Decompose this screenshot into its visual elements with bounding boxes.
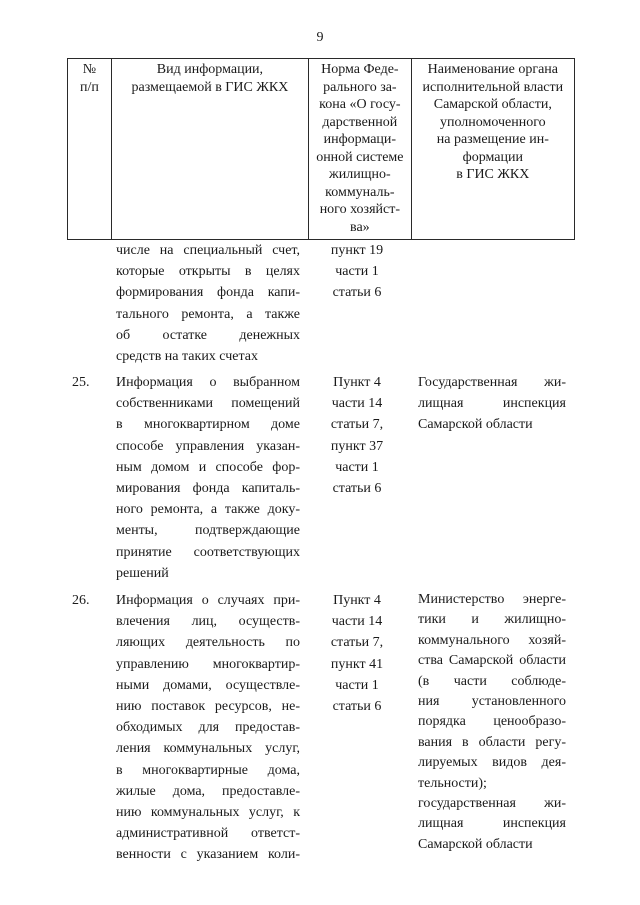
info-line: нию коммунальных услуг, к xyxy=(116,805,300,821)
header-info xyxy=(112,59,309,239)
info-line: нию поставок ресурсов, не- xyxy=(116,699,300,715)
norm-line: части 1 xyxy=(335,459,379,475)
info-line: ными домами, осуществле- xyxy=(116,677,300,693)
info-line: об остатке денежных xyxy=(116,327,300,343)
info-line: принятие соответствующих xyxy=(116,544,300,560)
info-line: обходимых для предостав- xyxy=(116,720,300,736)
org-line: тельности); xyxy=(418,775,487,791)
info-line: ляющих деятельность по xyxy=(116,635,300,651)
org-line: порядка ценообразо- xyxy=(418,714,566,730)
norm-line: части 1 xyxy=(335,677,379,693)
page-number: 9 xyxy=(316,30,324,45)
org-line: лищная инспекция xyxy=(418,816,566,832)
header-org-line: на размещение ин- xyxy=(436,132,549,147)
header-norm-line: дарственной xyxy=(322,114,398,130)
info-line: влечения лиц, осуществ- xyxy=(116,614,300,630)
header-norm-line: коммуналь- xyxy=(325,184,395,200)
org-line: ства Самарской области xyxy=(418,653,566,669)
info-line: тального ремонта, а также xyxy=(116,306,300,322)
header-num-line: п/п xyxy=(79,79,99,95)
info-line: способе управления указан- xyxy=(116,438,300,454)
row-number: 26. xyxy=(72,593,90,608)
info-line: Информация о случаях при- xyxy=(116,593,300,608)
header-org-line: Наименование органа xyxy=(427,62,559,77)
org-line: Самарской области xyxy=(418,836,533,852)
info-line: решений xyxy=(116,565,169,581)
org-line: Министерство энерге- xyxy=(418,592,566,607)
norm-line: пункт 41 xyxy=(330,656,384,672)
norm-line: пункт 19 xyxy=(330,243,384,258)
info-line: менты, подтверждающие xyxy=(116,523,300,539)
row-org xyxy=(418,372,566,436)
header-org-line: уполномоченного xyxy=(439,114,546,130)
header-org-line: исполнительной власти xyxy=(422,79,564,95)
header-info-line: Вид информации, xyxy=(156,62,264,77)
info-line: собственниками помещений xyxy=(116,396,300,412)
row-norm xyxy=(310,372,404,499)
norm-line: статьи 6 xyxy=(332,481,382,497)
norm-line: части 1 xyxy=(335,264,379,280)
info-line: числе на специальный счет, xyxy=(116,243,300,258)
info-line: ным домом и способе фор- xyxy=(116,459,300,475)
header-num-line: № xyxy=(82,62,97,77)
info-line: которые открыты в целях xyxy=(116,264,300,280)
header-norm-line: ного хозяйст- xyxy=(319,202,400,217)
row-info xyxy=(116,372,300,584)
header-norm-line: Норма Феде- xyxy=(321,62,399,77)
info-line: ного ремонта, а также доку- xyxy=(116,502,300,518)
header-norm-line: ва» xyxy=(350,219,370,235)
header-norm-line: кона «О госу- xyxy=(319,97,401,112)
info-line: формирования фонда капи- xyxy=(116,285,300,301)
row-number: 25. xyxy=(72,375,90,390)
norm-line: статьи 6 xyxy=(332,285,382,301)
org-line: тики и жилищно- xyxy=(418,612,566,628)
continued-norm xyxy=(310,240,404,304)
row-norm xyxy=(310,590,404,717)
info-line: ления коммунальных услуг, xyxy=(116,741,300,757)
org-line: ния установленного xyxy=(418,694,566,710)
header-norm-line: онной системе xyxy=(316,149,404,165)
info-line: средств на таких счетах xyxy=(116,349,259,365)
org-line: (в части соблюде- xyxy=(418,673,566,689)
header-norm-line: рального за- xyxy=(323,79,397,95)
info-line: венности с указанием коли- xyxy=(116,847,300,863)
header-org-line: в ГИС ЖКХ xyxy=(456,167,530,182)
info-line: в многоквартирном доме xyxy=(116,417,300,433)
header-norm-line: информаци- xyxy=(323,132,397,147)
norm-line: статьи 6 xyxy=(332,699,382,715)
org-line: лищная инспекция xyxy=(418,396,566,412)
continued-info xyxy=(116,240,300,367)
org-line: Самарской области xyxy=(418,417,533,433)
row-org xyxy=(418,590,566,855)
info-line: жилые дома, предоставле- xyxy=(116,783,300,799)
norm-line: части 14 xyxy=(331,614,383,630)
norm-line: Пункт 4 xyxy=(333,375,381,390)
org-line: коммунального хозяй- xyxy=(418,632,566,648)
row-info xyxy=(116,590,300,866)
header-info-line: размещаемой в ГИС ЖКХ xyxy=(131,79,289,95)
norm-line: статьи 7, xyxy=(330,635,384,651)
norm-line: части 14 xyxy=(331,396,383,412)
header-norm xyxy=(309,59,412,239)
info-line: Информация о выбранном xyxy=(116,375,300,390)
info-line: в многоквартирные дома, xyxy=(116,762,300,778)
header-num xyxy=(68,59,112,239)
norm-line: статьи 7, xyxy=(330,417,384,433)
org-line: государственная жи- xyxy=(418,796,566,812)
info-line: управлению многоквартир- xyxy=(116,656,300,672)
info-line: административной ответст- xyxy=(116,826,300,842)
norm-line: пункт 37 xyxy=(330,438,384,454)
info-line: мирования фонда капиталь- xyxy=(116,481,300,497)
org-line: вания в области регу- xyxy=(418,734,566,750)
norm-line: Пункт 4 xyxy=(333,593,381,608)
header-org-line: формации xyxy=(462,149,523,165)
header-org-line: Самарской области, xyxy=(433,97,552,112)
table-header xyxy=(67,58,575,240)
org-line: лируемых видов дея- xyxy=(418,755,566,771)
header-norm-line: жилищно- xyxy=(329,167,391,182)
org-line: Государственная жи- xyxy=(418,375,566,390)
header-org xyxy=(412,59,574,239)
